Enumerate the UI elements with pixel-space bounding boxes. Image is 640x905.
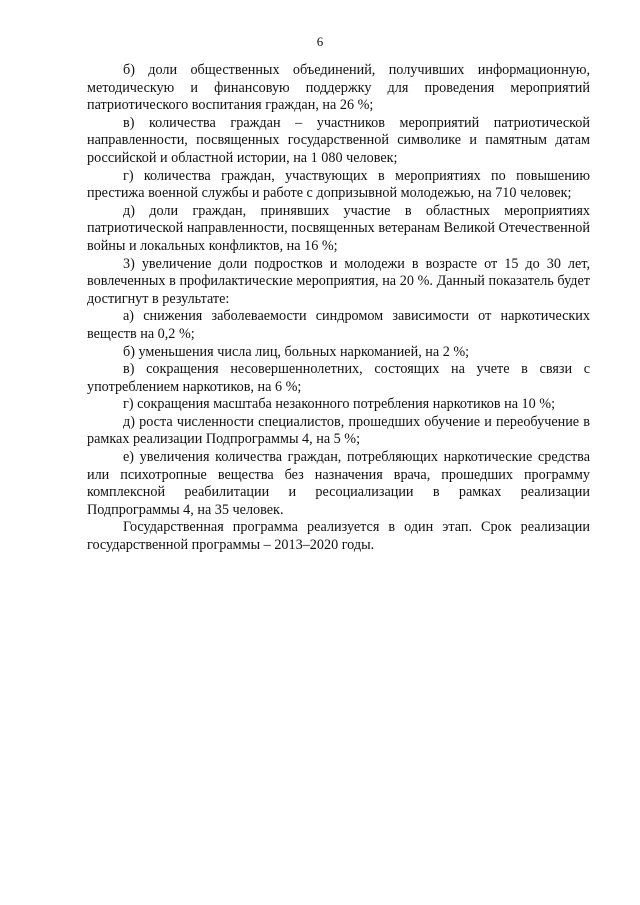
paragraph-a-morbidity: а) снижения заболеваемости синдромом зависимости от наркотических веществ на 0,2 %; [87, 308, 590, 342]
paragraph-v-minors: в) сокращения несовершеннолетних, состоящих на учете в связи с употреблением наркотиков, на 6 %; [87, 361, 590, 395]
page-number: 6 [316, 34, 324, 49]
paragraph-g-illegal-consumption: г) сокращения масштаба незаконного потребления наркотиков на 10 %; [123, 396, 556, 413]
paragraph-program-stage: Государственная программа реализуется в один этап. Срок реализации государственной программы – 2013–2020 годы. [87, 519, 590, 554]
paragraph-b-drug-addicts: б) уменьшения числа лиц, больных наркоманией, на 2 %; [123, 343, 470, 360]
paragraph-b-public-associations: б) доли общественных объединений, получивших информационную, методическую и финансовую поддержку для проведения мероприятий патриотического воспитания граждан, на 26 %; [87, 62, 590, 114]
paragraph-v-patriotic-participants: в) количества граждан – участников мероприятий патриотической направленности, посвященных государственной символике и памятным датам российской и областной истории, на 1 080 человек; [87, 114, 590, 166]
paragraph-e-rehabilitation: е) увеличения количества граждан, потребляющих наркотические средства или психотропные вещества без назначения врача, прошедших программу комплексной реабилитации и ресоциализации в рамках реализации Подпрограммы 4, на 35 человек. [87, 449, 590, 518]
paragraph-g-military-service: г) количества граждан, участвующих в мероприятиях по повышению престижа военной службы и работе с допризывной молодежью, на 710 человек; [87, 167, 590, 202]
paragraph-3-youth-prevention: 3) увеличение доли подростков и молодежи в возрасте от 15 до 30 лет, вовлеченных в профилактические мероприятия, на 20 %. Данный показатель будет достигнут в результате: [87, 255, 590, 307]
paragraph-d-veterans-events: д) доли граждан, принявших участие в областных мероприятиях патриотической направленности, посвященных ветеранам Великой Отечественной войны и локальных конфликтов, на 16 %; [87, 202, 590, 254]
document-body [87, 62, 590, 555]
paragraph-d-specialists-training: д) роста численности специалистов, прошедших обучение и переобучение в рамках реализации Подпрограммы 4, на 5 %; [87, 413, 590, 448]
